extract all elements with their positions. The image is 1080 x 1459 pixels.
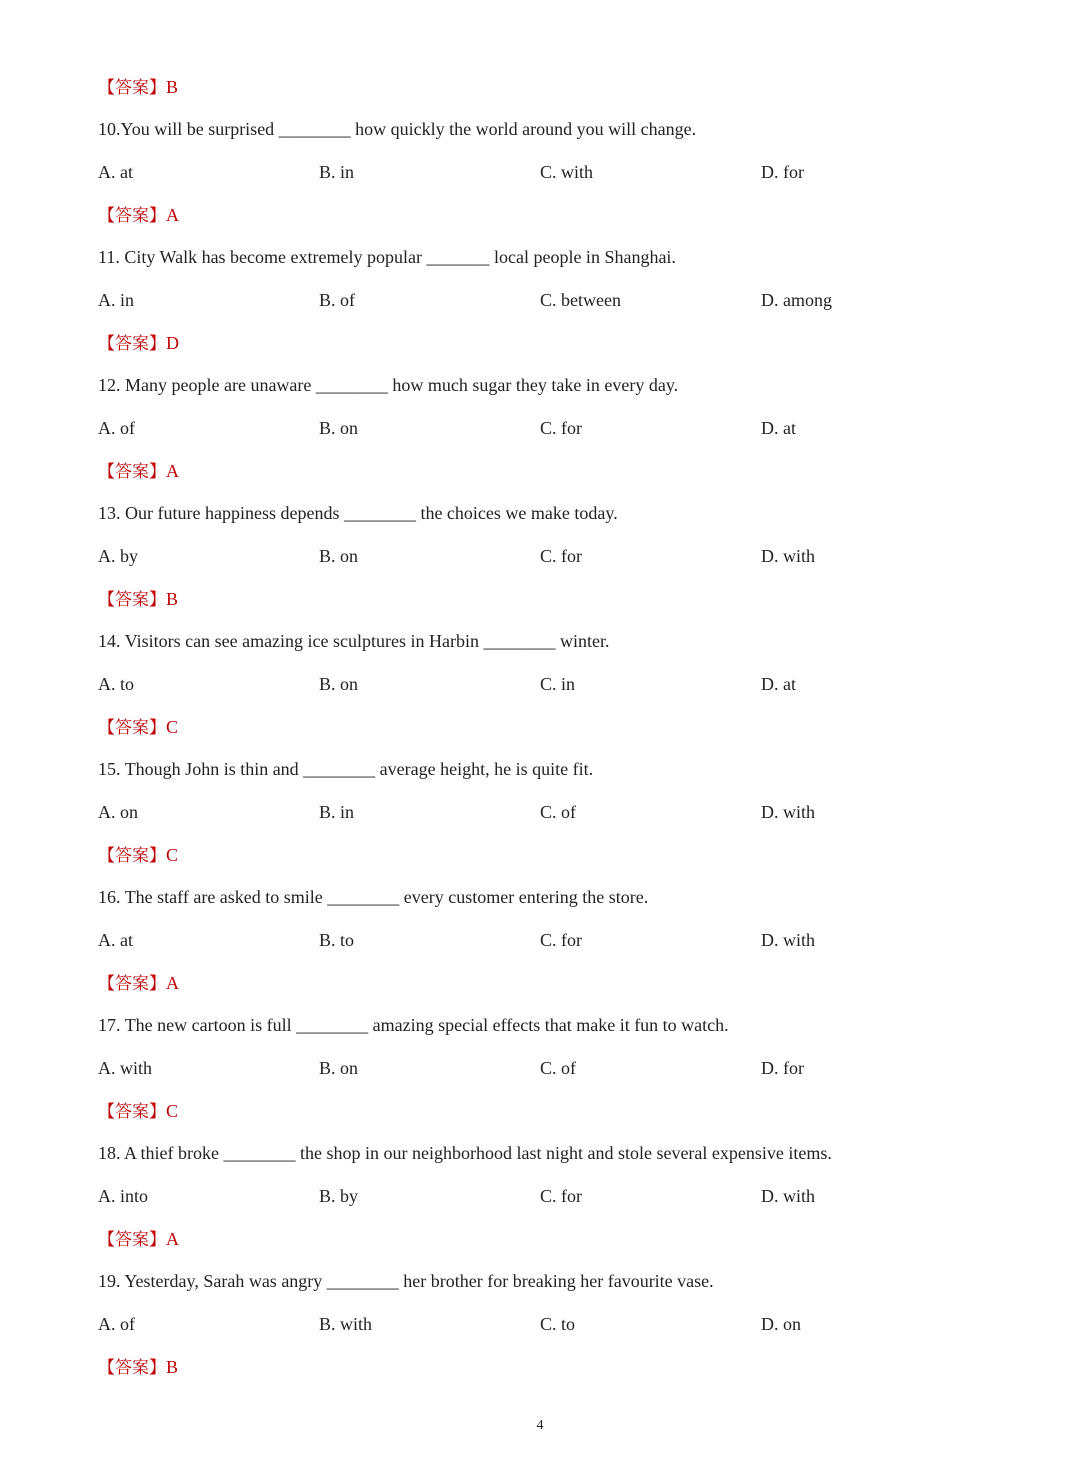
question-text bbox=[98, 502, 998, 524]
answer-label: 【答案】 bbox=[98, 718, 166, 738]
question-text bbox=[98, 1014, 998, 1036]
answer-label: 【答案】 bbox=[98, 78, 166, 98]
question-body: City Walk has become extremely popular _______ local people in Shanghai. bbox=[124, 247, 676, 267]
question-number: 11. bbox=[98, 247, 125, 267]
answer-line bbox=[98, 844, 998, 866]
question-body: The new cartoon is full ________ amazing special effects that make it fun to watch. bbox=[124, 1015, 729, 1035]
question-text bbox=[98, 118, 998, 140]
option-d: D. for bbox=[761, 1058, 804, 1078]
question-body: Many people are unaware ________ how much sugar they take in every day. bbox=[125, 375, 679, 395]
option-b: B. of bbox=[319, 290, 355, 310]
option-b: B. in bbox=[319, 162, 355, 182]
answer-value: C bbox=[166, 845, 179, 865]
question-12 bbox=[98, 374, 998, 482]
option-c: C. for bbox=[540, 1186, 582, 1206]
option-c: C. for bbox=[540, 546, 582, 566]
option-b: B. with bbox=[319, 1314, 373, 1334]
option-a: A. at bbox=[98, 930, 133, 950]
option-d: D. with bbox=[761, 930, 815, 950]
answer-value: C bbox=[166, 717, 179, 737]
options-row bbox=[98, 1313, 998, 1335]
question-body: Our future happiness depends ________ the choices we make today. bbox=[125, 503, 618, 523]
option-b: B. on bbox=[319, 1058, 359, 1078]
option-c: C. for bbox=[540, 930, 582, 950]
option-c: C. for bbox=[540, 418, 582, 438]
answer-9 bbox=[98, 76, 998, 98]
option-a: A. with bbox=[98, 1058, 152, 1078]
option-c: C. in bbox=[540, 674, 576, 694]
question-number: 16. bbox=[98, 887, 125, 907]
question-text bbox=[98, 630, 998, 652]
answer-label: 【答案】 bbox=[98, 590, 166, 610]
answer-value: C bbox=[166, 1101, 179, 1121]
answer-value: B bbox=[166, 589, 179, 609]
option-d: D. among bbox=[761, 290, 832, 310]
question-13 bbox=[98, 502, 998, 610]
question-text bbox=[98, 374, 998, 396]
option-c: C. of bbox=[540, 802, 576, 822]
answer-line bbox=[98, 716, 998, 738]
answer-label: 【答案】 bbox=[98, 1358, 166, 1378]
question-number: 14. bbox=[98, 631, 125, 651]
answer-line bbox=[98, 1100, 998, 1122]
option-b: B. on bbox=[319, 674, 359, 694]
options-row bbox=[98, 289, 998, 311]
answer-line bbox=[98, 972, 998, 994]
option-b: B. to bbox=[319, 930, 355, 950]
options-row bbox=[98, 1057, 998, 1079]
options-row bbox=[98, 801, 998, 823]
question-14 bbox=[98, 630, 998, 738]
answer-label: 【答案】 bbox=[98, 334, 166, 354]
question-10 bbox=[98, 118, 998, 226]
question-16 bbox=[98, 886, 998, 994]
option-c: C. of bbox=[540, 1058, 576, 1078]
answer-line bbox=[98, 588, 998, 610]
answer-value: A bbox=[166, 1229, 179, 1249]
option-d: D. at bbox=[761, 418, 796, 438]
option-a: A. of bbox=[98, 1314, 135, 1334]
answer-value: A bbox=[166, 973, 179, 993]
question-19 bbox=[98, 1270, 998, 1378]
option-d: D. with bbox=[761, 1186, 815, 1206]
question-17 bbox=[98, 1014, 998, 1122]
options-row bbox=[98, 929, 998, 951]
question-number: 12. bbox=[98, 375, 125, 395]
answer-label: 【答案】 bbox=[98, 206, 166, 226]
question-body: Yesterday, Sarah was angry ________ her brother for breaking her favourite vase. bbox=[124, 1271, 714, 1291]
option-a: A. in bbox=[98, 290, 134, 310]
option-a: A. to bbox=[98, 674, 134, 694]
option-a: A. of bbox=[98, 418, 135, 438]
option-d: D. at bbox=[761, 674, 796, 694]
options-row bbox=[98, 417, 998, 439]
answer-label: 【答案】 bbox=[98, 462, 166, 482]
answer-value: B bbox=[166, 77, 179, 97]
option-a: A. into bbox=[98, 1186, 149, 1206]
question-text bbox=[98, 886, 998, 908]
option-a: A. by bbox=[98, 546, 138, 566]
answer-line bbox=[98, 332, 998, 354]
question-number: 10. bbox=[98, 119, 121, 139]
question-11 bbox=[98, 246, 998, 354]
answer-value: A bbox=[166, 205, 179, 225]
option-d: D. with bbox=[761, 546, 815, 566]
question-number: 13. bbox=[98, 503, 125, 523]
question-body: The staff are asked to smile ________ every customer entering the store. bbox=[124, 887, 649, 907]
option-b: B. on bbox=[319, 418, 359, 438]
question-number: 18. bbox=[98, 1143, 125, 1163]
option-d: D. for bbox=[761, 162, 804, 182]
option-a: A. at bbox=[98, 162, 133, 182]
answer-line bbox=[98, 460, 998, 482]
option-a: A. on bbox=[98, 802, 138, 822]
options-row bbox=[98, 673, 998, 695]
option-d: D. with bbox=[761, 802, 815, 822]
question-18 bbox=[98, 1142, 998, 1250]
option-c: C. with bbox=[540, 162, 594, 182]
answer-line bbox=[98, 204, 998, 226]
question-number: 19. bbox=[98, 1271, 125, 1291]
question-text bbox=[98, 1142, 998, 1164]
answer-line bbox=[98, 1356, 998, 1378]
question-body: A thief broke ________ the shop in our neighborhood last night and stole several expensive items. bbox=[124, 1143, 832, 1163]
question-text bbox=[98, 1270, 998, 1292]
answer-line bbox=[98, 76, 998, 98]
options-row bbox=[98, 545, 998, 567]
answer-label: 【答案】 bbox=[98, 1102, 166, 1122]
answer-value: D bbox=[166, 333, 179, 353]
option-d: D. on bbox=[761, 1314, 801, 1334]
question-body: Though John is thin and ________ average height, he is quite fit. bbox=[124, 759, 594, 779]
question-15 bbox=[98, 758, 998, 866]
answer-line bbox=[98, 1228, 998, 1250]
question-number: 17. bbox=[98, 1015, 125, 1035]
option-c: C. between bbox=[540, 290, 621, 310]
option-b: B. in bbox=[319, 802, 355, 822]
answer-value: A bbox=[166, 461, 179, 481]
answer-label: 【答案】 bbox=[98, 846, 166, 866]
question-list bbox=[98, 98, 998, 1378]
option-c: C. to bbox=[540, 1314, 576, 1334]
question-text bbox=[98, 246, 998, 268]
question-text bbox=[98, 758, 998, 780]
answer-label: 【答案】 bbox=[98, 974, 166, 994]
option-b: B. on bbox=[319, 546, 359, 566]
question-number: 15. bbox=[98, 759, 125, 779]
page-number: 4 bbox=[536, 1418, 544, 1433]
answer-label: 【答案】 bbox=[98, 1230, 166, 1250]
answer-value: B bbox=[166, 1357, 179, 1377]
options-row bbox=[98, 1185, 998, 1207]
options-row bbox=[98, 161, 998, 183]
option-b: B. by bbox=[319, 1186, 359, 1206]
question-body: Visitors can see amazing ice sculptures in Harbin ________ winter. bbox=[124, 631, 610, 651]
question-body: You will be surprised ________ how quickly the world around you will change. bbox=[120, 119, 697, 139]
